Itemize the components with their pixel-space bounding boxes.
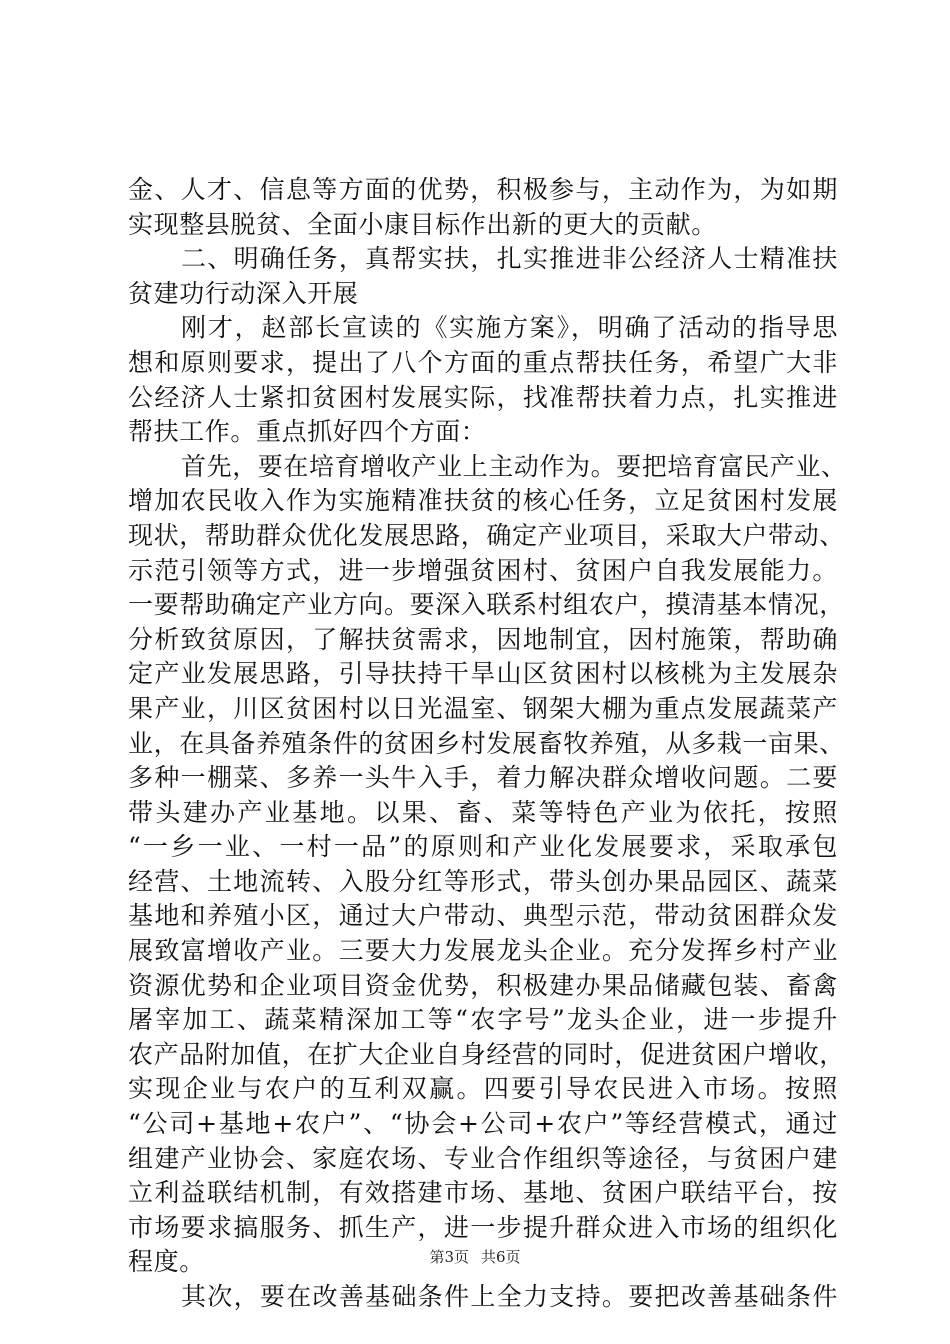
text-line: 农产品附加值，在扩大企业自身经营的同时，促进贫困户增收， <box>128 1039 845 1069</box>
text-line: 基地和养殖小区，通过大户带动、典型示范，带动贫困群众发 <box>128 901 838 931</box>
text-line: 定产业发展思路，引导扶持干旱山区贫困村以核桃为主发展杂 <box>128 659 838 689</box>
text-line: 刚才，赵部长宣读的《实施方案》，明确了活动的指导思 <box>181 313 838 343</box>
text-line: 实现企业与农户的互利双赢。四要引导农民进入市场。按照 <box>128 1074 838 1104</box>
text-line: 经营、土地流转、入股分红等形式，带头创办果品园区、蔬菜 <box>128 866 838 896</box>
text-line: 示范引领等方式，进一步增强贫困村、贫困户自我发展能力。 <box>128 555 838 585</box>
page-total: 共6页 <box>481 1248 521 1266</box>
text-line: 业，在具备养殖条件的贫困乡村发展畜牧养殖，从多栽一亩果、 <box>128 728 845 758</box>
text-line: 增加农民收入作为实施精准扶贫的核心任务，立足贫困村发展 <box>128 486 838 516</box>
text-line: 程度。 <box>128 1247 205 1277</box>
text-line: 带头建办产业基地。以果、畜、菜等特色产业为依托，按照 <box>128 797 838 827</box>
text-line: 二、明确任务，真帮实扶，扎实推进非公经济人士精准扶 <box>181 244 838 274</box>
text-line: 现状，帮助群众优化发展思路，确定产业项目，采取大户带动、 <box>128 520 845 550</box>
text-line: 组建产业协会、家庭农场、专业合作组织等途径，与贫困户建 <box>128 1143 838 1173</box>
text-line: 资源优势和企业项目资金优势，积极建办果品储藏包装、畜禽 <box>128 970 838 1000</box>
text-line: 首先，要在培育增收产业上主动作为。要把培育富民产业、 <box>181 451 847 481</box>
text-line: 果产业，川区贫困村以日光温室、钢架大棚为重点发展蔬菜产 <box>128 693 838 723</box>
text-line: 公经济人士紧扣贫困村发展实际，找准帮扶着力点，扎实推进 <box>128 382 838 412</box>
text-line: 其次，要在改善基础条件上全力支持。要把改善基础条件 <box>181 1282 838 1311</box>
text-line: “一乡一业、一村一品”的原则和产业化发展要求，采取承包 <box>128 832 838 862</box>
text-line: 多种一棚菜、多养一头牛入手，着力解决群众增收问题。二要 <box>128 763 838 793</box>
text-line: 屠宰加工、蔬菜精深加工等“农字号”龙头企业，进一步提升 <box>128 1005 838 1035</box>
page-number: 第3页 <box>429 1248 469 1266</box>
text-line: 市场要求搞服务、抓生产，进一步提升群众进入市场的组织化 <box>128 1212 838 1242</box>
text-line: 实现整县脱贫、全面小康目标作出新的更大的贡献。 <box>128 209 717 239</box>
text-line: 帮扶工作。重点抓好四个方面： <box>128 417 487 447</box>
text-line: 金、人才、信息等方面的优势，积极参与，主动作为，为如期 <box>128 175 838 204</box>
text-line: 展致富增收产业。三要大力发展龙头企业。充分发挥乡村产业 <box>128 936 838 966</box>
text-line: “公司+基地+农户”、“协会+公司+农户”等经营模式，通过 <box>128 1109 838 1139</box>
text-line: 立利益联结机制，有效搭建市场、基地、贫困户联结平台，按 <box>128 1178 838 1208</box>
document-body <box>128 173 847 1315</box>
text-line: 想和原则要求，提出了八个方面的重点帮扶任务，希望广大非 <box>128 347 838 377</box>
page-footer <box>0 1246 950 1267</box>
text-line: 分析致贫原因，了解扶贫需求，因地制宜，因村施策，帮助确 <box>128 624 838 654</box>
text-line: 一要帮助确定产业方向。要深入联系村组农户，摸清基本情况， <box>128 590 845 620</box>
text-line: 贫建功行动深入开展 <box>128 278 359 308</box>
